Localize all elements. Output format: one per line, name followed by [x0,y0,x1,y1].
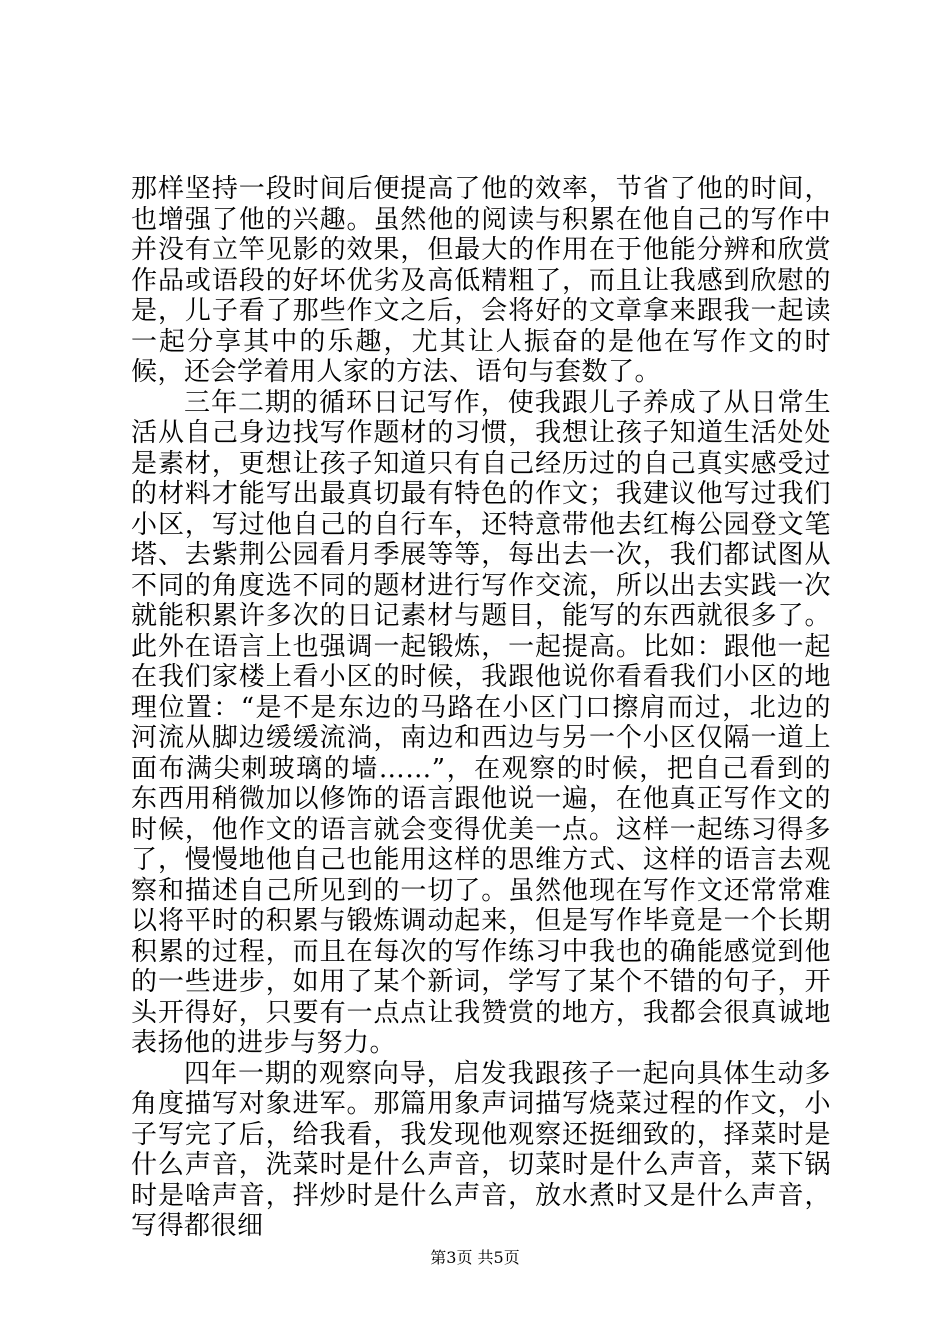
page-footer: 第3页 共5页 [430,1248,520,1267]
paragraph-3: 四年一期的观察向导，启发我跟孩子一起向具体生动多角度描写对象进军。那篇用象声词描写烧菜过程的作文，小子写完了后，给我看，我发现他观察还挺细致的，择菜时是什么声音，洗菜时是什么声音，切菜时是什么声音，菜下锅时是啥声音，拌炒时是什么声音，放水煮时又是什么声音，写得都很细 [131,1058,831,1241]
body-text [131,174,831,1242]
paragraph-2: 三年二期的循环日记写作，使我跟儿子养成了从日常生活从自己身边找写作题材的习惯，我想让孩子知道生活处处是素材，更想让孩子知道只有自己经历过的自己真实感受过的材料才能写出最真切最有特色的作文；我建议他写过我们小区，写过他自己的自行车，还特意带他去红梅公园登文笔塔、去紫荆公园看月季展等等，每出去一次，我们都试图从不同的角度选不同的题材进行写作交流，所以出去实践一次就能积累许多次的日记素材与题目，能写的东西就很多了。此外在语言上也强调一起锻炼，一起提高。比如：跟他一起在我们家楼上看小区的时候，我跟他说你看看我们小区的地理位置：“是不是东边的马路在小区门口擦肩而过，北边的河流从脚边缓缓流淌，南边和西边与另一个小区仅隔一道上面布满尖刺玻璃的墙……”，在观察的时候，把自己看到的东西用稍微加以修饰的语言跟他说一遍，在他真正写作文的时候，他作文的语言就会变得优美一点。这样一起练习得多了，慢慢地他自己也能用这样的思维方式、这样的语言去观察和描述自己所见到的一切了。虽然他现在写作文还常常难以将平时的积累与锻炼调动起来，但是写作毕竟是一个长期积累的过程，而且在每次的写作练习中我也的确能感觉到他的一些进步，如用了某个新词，学写了某个不错的句子，开头开得好，只要有一点点让我赞赏的地方，我都会很真诚地表扬他的进步与努力。 [131,387,831,1058]
paragraph-1: 那样坚持一段时间后便提高了他的效率，节省了他的时间，也增强了他的兴趣。虽然他的阅读与积累在他自己的写作中并没有立竿见影的效果，但最大的作用在于他能分辨和欣赏作品或语段的好坏优劣及高低精粗了，而且让我感到欣慰的是，儿子看了那些作文之后，会将好的文章拿来跟我一起读一起分享其中的乐趣，尤其让人振奋的是他在写作文的时候，还会学着用人家的方法、语句与套数了。 [131,174,831,387]
